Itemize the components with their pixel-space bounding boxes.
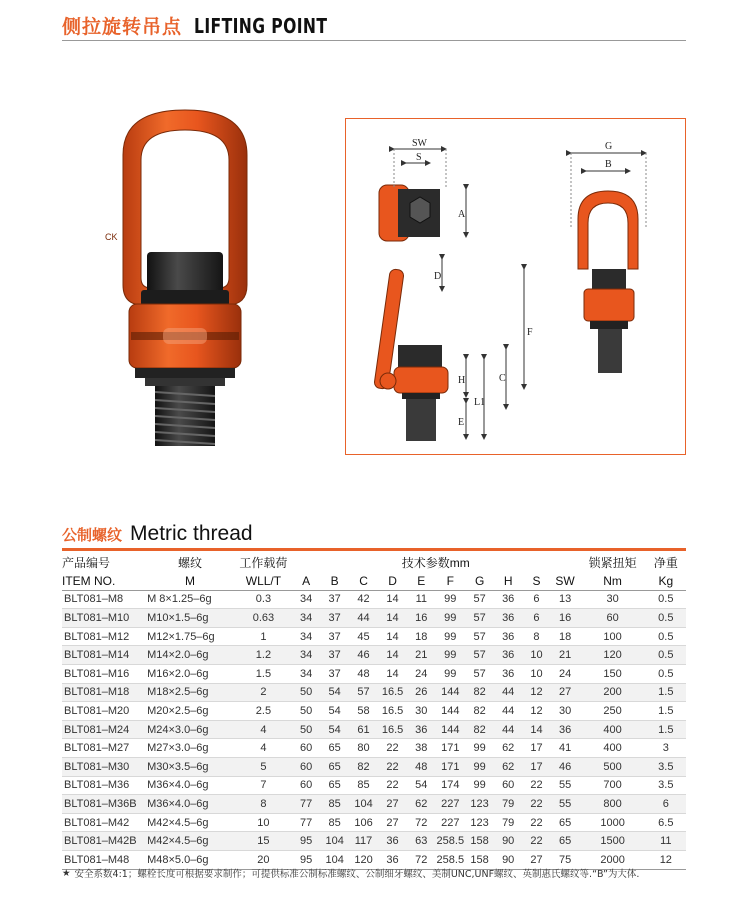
table-cell: 123 (470, 798, 489, 811)
table-cell: 1000 (600, 816, 625, 829)
table-cell: 99 (444, 593, 457, 606)
table-cell: 27 (386, 798, 399, 811)
table-cell: 60 (606, 612, 619, 625)
table-row (62, 609, 686, 628)
table-row (62, 646, 686, 665)
table-cell: 144 (441, 705, 460, 718)
dim-label-a: A (458, 209, 466, 220)
dim-label-c: C (499, 373, 506, 384)
table-cell: 17 (530, 760, 543, 773)
table-cell: M24×3.0–6g (147, 723, 209, 736)
table-cell: 8 (260, 798, 267, 811)
table-cell: 1.5 (255, 667, 272, 680)
table-cell: BLT081–M8 (64, 593, 124, 606)
table-cell: M36×4.0–6g (147, 798, 209, 811)
section-title-en: Metric thread (130, 522, 253, 545)
table-cell: BLT081–M36 (64, 779, 130, 792)
table-cell: 30 (415, 705, 428, 718)
header-dim-c: C (349, 572, 378, 591)
table-cell: BLT081–M42B (64, 835, 137, 848)
table-row (62, 665, 686, 684)
table-cell: 4 (260, 742, 267, 755)
table-cell: 62 (415, 798, 428, 811)
star-icon: ★ (62, 867, 71, 879)
table-cell: 46 (558, 760, 572, 773)
table-cell: 1.5 (658, 705, 674, 718)
table-cell: 38 (415, 742, 428, 755)
table-cell: 0.5 (658, 649, 674, 662)
table-cell: 1.5 (658, 686, 674, 699)
table-cell: 62 (502, 760, 515, 773)
header-thread-cn: 螺纹 (177, 555, 202, 570)
table-row (62, 590, 686, 609)
table-cell: 10 (530, 649, 543, 662)
section-divider (62, 548, 686, 551)
dimension-diagram (345, 118, 686, 455)
table-cell: 1500 (600, 835, 625, 848)
table-cell: 700 (603, 779, 622, 792)
table-cell: 16 (415, 612, 428, 625)
table-cell: 171 (441, 760, 460, 773)
title-en: LIFTING POINT (194, 14, 328, 38)
table-cell: 14 (386, 612, 399, 625)
table-cell: 37 (328, 612, 341, 625)
table-cell: 0.5 (658, 612, 674, 625)
table-cell: 72 (415, 816, 428, 829)
table-cell: 14 (530, 723, 543, 736)
table-cell: 36 (502, 593, 515, 606)
table-cell: 1.2 (255, 649, 272, 662)
table-cell: 2 (260, 686, 267, 699)
table-cell: 104 (354, 798, 373, 811)
table-cell: 21 (558, 649, 572, 662)
table-cell: 227 (441, 798, 460, 811)
table-cell: BLT081–M12 (64, 630, 130, 643)
table-cell: 16.5 (381, 723, 404, 736)
header-dim-b: B (320, 572, 349, 591)
table-cell: 46 (357, 649, 370, 662)
table-cell: 77 (299, 816, 313, 829)
dim-label-s: S (416, 152, 422, 163)
table-cell: 158 (470, 853, 489, 866)
table-cell: BLT081–M24 (64, 723, 130, 736)
header-row-2 (62, 572, 686, 591)
header-item-en: ITEM NO. (62, 572, 145, 591)
table-cell: 14 (386, 593, 399, 606)
table-row (62, 720, 686, 739)
page-header (62, 12, 365, 42)
table-cell: BLT081–M27 (64, 742, 130, 755)
table-cell: 95 (299, 835, 313, 848)
table-cell: 3.5 (658, 760, 674, 773)
table-cell: 158 (470, 835, 489, 848)
section-title-cn: 公制螺纹 (62, 526, 123, 544)
table-cell: BLT081–M14 (64, 649, 130, 662)
table-cell: 54 (328, 705, 341, 718)
table-cell: 104 (325, 853, 344, 866)
dim-label-g: G (605, 141, 613, 152)
table-cell: 123 (470, 816, 489, 829)
table-cell: 22 (530, 779, 543, 792)
table-cell: 22 (530, 835, 543, 848)
table-cell: 21 (415, 649, 428, 662)
table-cell: 20 (257, 853, 270, 866)
table-cell: 99 (473, 779, 486, 792)
table-row (62, 813, 686, 832)
table-cell: 99 (444, 612, 457, 625)
table-cell: 6 (662, 798, 669, 811)
table-cell: 34 (299, 630, 313, 643)
table-cell: BLT081–M16 (64, 667, 130, 680)
footnote (62, 866, 639, 880)
table-cell: 26 (415, 686, 428, 699)
table-cell: 34 (299, 649, 313, 662)
table-cell: M30×3.5–6g (147, 760, 209, 773)
header-dim-d: D (378, 572, 407, 591)
section-title (62, 522, 253, 546)
table-cell: 80 (357, 742, 370, 755)
table-cell: 117 (354, 835, 373, 848)
table-cell: 65 (328, 779, 341, 792)
table-cell: 22 (386, 779, 399, 792)
table-cell: 0.5 (658, 667, 674, 680)
table-cell: 227 (441, 816, 460, 829)
table-cell: 37 (328, 649, 341, 662)
table-cell: 22 (386, 742, 399, 755)
table-cell: 37 (328, 593, 341, 606)
table-cell: 34 (299, 612, 313, 625)
table-cell: 60 (299, 760, 313, 773)
table-row (62, 702, 686, 721)
table-cell: 3 (662, 742, 669, 755)
header-divider (62, 40, 686, 41)
table-cell: 62 (502, 742, 515, 755)
header-row-1 (62, 553, 686, 572)
header-thread-en: M (145, 572, 235, 591)
table-cell: 65 (558, 816, 572, 829)
table-cell: 58 (357, 705, 370, 718)
table-cell: 65 (558, 835, 572, 848)
table-cell: BLT081–M18 (64, 686, 130, 699)
table-cell: 41 (558, 742, 572, 755)
header-dim-e: E (407, 572, 435, 591)
header-dim-s: S (522, 572, 550, 591)
table-cell: 100 (603, 630, 622, 643)
table-cell: 36 (386, 835, 399, 848)
table-cell: 800 (603, 798, 622, 811)
table-cell: 12 (659, 853, 672, 866)
table-cell: M20×2.5–6g (147, 705, 209, 718)
table-cell: M16×2.0–6g (147, 667, 209, 680)
table-cell: BLT081–M48 (64, 853, 130, 866)
table-cell: 77 (299, 798, 313, 811)
table-cell: 37 (328, 630, 341, 643)
header-load-en: WLL/T (235, 572, 292, 591)
table-row (62, 758, 686, 777)
title-cn: 侧拉旋转吊点 (62, 16, 183, 38)
table-cell: 55 (558, 779, 572, 792)
table-cell: 14 (386, 649, 399, 662)
table-cell: 57 (473, 667, 486, 680)
table-cell: 85 (328, 816, 341, 829)
table-cell: 50 (299, 705, 313, 718)
table-cell: 120 (603, 649, 622, 662)
table-cell: 63 (415, 835, 428, 848)
table-cell: 0.5 (658, 630, 674, 643)
table-cell: 99 (473, 742, 486, 755)
dim-label-b: B (605, 159, 612, 170)
table-cell: 16 (558, 612, 572, 625)
table-cell: 37 (328, 667, 341, 680)
table-cell: 400 (603, 723, 622, 736)
table-cell: 11 (660, 835, 672, 848)
dim-label-d: D (434, 271, 442, 282)
header-torque-en: Nm (580, 572, 646, 591)
table-cell: 12 (530, 705, 543, 718)
table-cell: 75 (558, 853, 572, 866)
table-cell: M42×4.5–6g (147, 835, 209, 848)
table-cell: 90 (502, 835, 515, 848)
table-row (62, 776, 686, 795)
table-cell: 16.5 (381, 705, 404, 718)
table-cell: 79 (502, 798, 515, 811)
table-cell: 250 (603, 705, 622, 718)
table-cell: 57 (473, 630, 486, 643)
table-cell: 500 (603, 760, 622, 773)
table-cell: 82 (473, 705, 486, 718)
table-cell: 36 (502, 649, 515, 662)
header-weight-cn: 净重 (653, 555, 678, 570)
table-cell: 60 (299, 742, 313, 755)
table-cell: 82 (473, 723, 486, 736)
table-row (62, 739, 686, 758)
table-cell: 22 (530, 798, 543, 811)
table-cell: 106 (354, 816, 373, 829)
table-cell: 14 (386, 667, 399, 680)
table-cell: 1 (260, 630, 267, 643)
table-cell: 174 (441, 779, 460, 792)
table-cell: 85 (357, 779, 370, 792)
table-cell: 48 (415, 760, 428, 773)
table-cell: 36 (386, 853, 399, 866)
table-cell: 104 (325, 835, 344, 848)
table-cell: 258.5 (436, 853, 465, 866)
header-dim-sw: SW (551, 572, 580, 591)
table-cell: 79 (502, 816, 515, 829)
table-cell: 6.5 (658, 816, 674, 829)
table-cell: 30 (558, 705, 572, 718)
table-cell: 171 (441, 742, 460, 755)
table-cell: 24 (415, 667, 428, 680)
header-item-cn: 产品编号 (62, 555, 111, 570)
table-cell: 55 (558, 798, 572, 811)
table-cell: 0.63 (252, 612, 275, 625)
table-cell: 22 (386, 760, 399, 773)
dim-label-sw: SW (412, 138, 427, 149)
table-cell: 65 (328, 742, 341, 755)
table-cell: 150 (603, 667, 622, 680)
table-cell: 34 (299, 593, 313, 606)
table-cell: 13 (558, 593, 572, 606)
table-cell: 60 (299, 779, 313, 792)
table-row (62, 832, 686, 851)
header-dim-f: F (435, 572, 465, 591)
table-cell: 57 (473, 649, 486, 662)
table-cell: BLT081–M42 (64, 816, 130, 829)
table-cell: 95 (299, 853, 313, 866)
table-cell: 6 (533, 612, 540, 625)
table-cell: 4 (260, 723, 267, 736)
table-cell: 1.5 (658, 723, 674, 736)
table-cell: 99 (444, 649, 457, 662)
table-cell: 48 (357, 667, 370, 680)
table-cell: 57 (473, 593, 486, 606)
table-cell: M42×4.5–6g (147, 816, 209, 829)
header-load-cn: 工作载荷 (239, 555, 288, 570)
table-cell: 44 (502, 686, 515, 699)
table-cell: 54 (328, 686, 341, 699)
table-cell: 34 (299, 667, 313, 680)
table-cell: 27 (558, 686, 572, 699)
table-cell: 36 (502, 630, 515, 643)
table-cell: M14×2.0–6g (147, 649, 209, 662)
table-cell: 10 (257, 816, 270, 829)
table-cell: 99 (444, 667, 457, 680)
table-cell: 45 (357, 630, 370, 643)
table-cell: M27×3.0–6g (147, 742, 209, 755)
table-cell: 61 (357, 723, 370, 736)
table-cell: 17 (530, 742, 543, 755)
header-weight-en: Kg (646, 572, 686, 591)
table-cell: 36 (502, 667, 515, 680)
table-cell: 18 (415, 630, 428, 643)
table-cell: 57 (473, 612, 486, 625)
table-cell: 15 (257, 835, 270, 848)
table-cell: 200 (603, 686, 622, 699)
table-cell: BLT081–M36B (64, 798, 137, 811)
table-cell: 8 (533, 630, 540, 643)
table-row (62, 627, 686, 646)
table-cell: 54 (328, 723, 341, 736)
table-cell: 82 (357, 760, 370, 773)
table-cell: BLT081–M30 (64, 760, 130, 773)
table-cell: M10×1.5–6g (147, 612, 209, 625)
table-cell: 50 (299, 686, 313, 699)
table-cell: 22 (530, 816, 543, 829)
table-cell: 36 (415, 723, 428, 736)
table-cell: 3.5 (658, 779, 674, 792)
table-cell: 27 (386, 816, 399, 829)
table-cell: 36 (558, 723, 572, 736)
table-cell: 10 (530, 667, 543, 680)
header-params-cn: 技术参数mm (401, 555, 470, 570)
table-cell: 144 (441, 723, 460, 736)
table-cell: M36×4.0–6g (147, 779, 209, 792)
table-cell: BLT081–M20 (64, 705, 130, 718)
table-cell: 2.5 (255, 705, 272, 718)
header-dim-h: H (494, 572, 522, 591)
table-cell: M18×2.5–6g (147, 686, 209, 699)
table-cell: BLT081–M10 (64, 612, 130, 625)
table-cell: 7 (260, 779, 267, 792)
table-cell: 400 (603, 742, 622, 755)
spec-table-body (62, 590, 686, 869)
footnote-text: 安全系数4:1；螺栓长度可根据要求制作；可提供标准公制标准螺纹、公制细牙螺纹、美制UNC,UNF螺纹、英制惠氏螺纹等.“B”为大体. (74, 869, 640, 880)
table-cell: 44 (502, 723, 515, 736)
table-cell: 65 (328, 760, 341, 773)
header-dim-a: A (292, 572, 320, 591)
table-cell: 258.5 (436, 835, 465, 848)
table-cell: 44 (502, 705, 515, 718)
table-cell: 24 (558, 667, 572, 680)
table-cell: 57 (357, 686, 370, 699)
table-cell: 2000 (600, 853, 625, 866)
table-cell: 72 (415, 853, 428, 866)
product-photo (85, 100, 285, 470)
dim-label-f: F (527, 327, 533, 338)
table-cell: 99 (444, 630, 457, 643)
table-cell: 6 (533, 593, 540, 606)
table-cell: 11 (415, 593, 427, 606)
table-cell: 0.5 (658, 593, 674, 606)
table-cell: 120 (354, 853, 373, 866)
table-cell: 60 (502, 779, 515, 792)
table-cell: 16.5 (381, 686, 404, 699)
table-row (62, 795, 686, 814)
header-dim-g: G (465, 572, 494, 591)
table-cell: 144 (441, 686, 460, 699)
stamp-text: CK (105, 232, 118, 242)
table-cell: 44 (357, 612, 370, 625)
dim-label-e: E (458, 417, 465, 428)
dim-label-l1: L1 (474, 397, 486, 408)
table-cell: 42 (357, 593, 370, 606)
table-cell: 99 (473, 760, 486, 773)
table-cell: 36 (502, 612, 515, 625)
table-row (62, 683, 686, 702)
table-cell: 27 (530, 853, 543, 866)
table-cell: 82 (473, 686, 486, 699)
dim-label-h: H (458, 375, 466, 386)
header-torque-cn: 锁紧扭矩 (588, 555, 637, 570)
table-cell: 90 (502, 853, 515, 866)
table-cell: M 8×1.25–6g (147, 593, 212, 606)
table-cell: 0.3 (255, 593, 272, 606)
table-cell: M48×5.0–6g (147, 853, 209, 866)
spec-table (62, 553, 686, 870)
table-cell: 85 (328, 798, 341, 811)
table-cell: 12 (530, 686, 543, 699)
table-cell: 5 (260, 760, 267, 773)
table-cell: 18 (558, 630, 572, 643)
table-cell: M12×1.75–6g (147, 630, 215, 643)
table-cell: 14 (386, 630, 399, 643)
table-cell: 54 (415, 779, 428, 792)
table-cell: 30 (606, 593, 619, 606)
table-cell: 50 (299, 723, 313, 736)
